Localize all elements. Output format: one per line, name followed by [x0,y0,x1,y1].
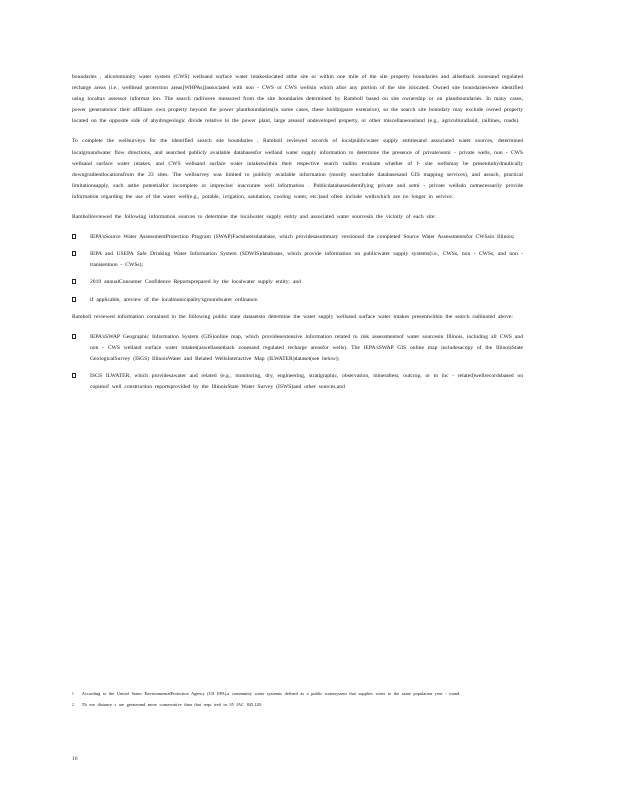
list-item-text: IEPA and USEPA Safe Drinking Water Information System (SDWIS)databases, which provide information on publicwater supply systems(i.e., CWSs, non - CWSs, and non - transientnon - CWSs); [90,251,523,269]
list-item-text: if applicable, areview of the localmunicipality'sgroundwater ordinance. [90,296,259,303]
list-item [72,277,523,288]
list-item-text: IEPA'sSWAP Geographic Information System (GIS)online map, which providesextensive information related to risk assessmentsof water sourcesin Illinois, including all CWS and non - CWS welland surface water intakes(aswellassetback zonesand regulated recharge areasfor wells). The IEPA'sSWAP GIS online map includesacopy of the IllinoisState GeologicalSurvey (ISGS) IllinoisWater and Related WellsInteractive Map (ILWATER)dataset(see below); [90,333,523,362]
footnotes [72,689,523,710]
bullet-icon [72,251,76,256]
list-item [72,232,523,243]
footnote [72,700,523,711]
footnote-mark: 2 [72,702,74,707]
paragraph-well-surveys: To complete the wellsurveys for the identified search site boundaries , Ramboll reviewed records of localpublicwater supply entitiesand associated water sources, determined localgroundwater flow directions, and searched publicly available databasesfor welland water supply information to determine the presence of private/semi - private wells, non - CWS wellsand surface water intakes, and CWS wellsand surface water intakeswithin their respective search radiito evaluate whether of f- site wellsmay be presentinhydraulically downgradientlocationsfrom the 23 sites. The wellsurvey was limited to publicly available information (mostly searchable databasesand GIS mapping services), and assuch, practical limitationsapply, such asthe potentialfor incomplete or imprecise/ inaccurate well information . Publicdatabasesidentifying private and semi - private wellsdo notnecessarily provide information regarding the use of the water well(e.g., potable, irrigation, sanitation, cooling water, etc.)and often include wellswhich are no longer in service. [72,138,523,200]
bullet-icon [72,234,76,239]
bullet-list-sources [72,232,523,305]
paragraph-boundaries: boundaries , allcommunity water system (CWS) wellsand surface water intakeslocated atthe site or within one mile of the site property boundaries and allsetback zonesand regulated recharge areas (i.e., wellhead protection areas[WHPAs])associated with non - CWS or CWS wellsin which allor any portion of the site islocated. Owned site boundarieswere identified using localtax assessor informat ion. The search radiiwere measured from the site boundaries determined by Ramboll based on site ownership or on plantboundaries. In many cases, power generatorsor their affiliates own property beyond the power plantboundaries(in some cases, these holdingsare extensive), so the search site boundary may exclude owned property located on the opposite side of ahydrogeologic divide relative to the power plant, large areasof undeveloped property, or other miscellaneousland (e.g., agriculturalland, raillines, roads). [72,74,523,125]
list-item-text: IEPA'sSource Water AssessmentProtection Program (SWAP)Factsheetsdatabase, which providesasummary versionsof the completed Source Water Assessmentsfor CWSsin Illinois; [90,234,515,241]
bullet-icon [72,334,76,339]
footnote-text: Th ese distance s are greaterand more conservative than that requ ired in 35 IAC 845.120. [81,701,262,707]
list-item-text: ISGS ILWATER, which providesawater and related (e.g., monitoring, dry, engineering, stratigraphic, observation, mineraltest, outcrop, or m inc - related)wellrecordsbased on copiesof well construction reportsprovided by the IllinoisState Water Survey (ISWS)and other sources,and [90,372,523,391]
main-content [72,72,523,399]
page-number: 16 [72,756,78,762]
bullet-icon [72,297,76,302]
footnote-text: According to the United States EnvironmentalProtection Agency (US EPA),a community water systemis defined as a public watersystem that supplies water to the same population year - round. [81,691,461,696]
list-item [72,371,523,393]
list-item [72,295,523,306]
footnote-mark: 1 [72,692,74,696]
paragraph-information-sources: Rambollreviewed the following information sources to determine the localwater supply entity and associated water sourcesin the vicinity of each site: [72,214,436,221]
bullet-list-datasets [72,332,523,393]
paragraph-state-datasets: Ramboll reviewed information contained in the following public state datasetsto determine the water supply wellsand surface water intakes presentwithin the search radiinoted above: [72,313,513,320]
bullet-icon [72,279,76,284]
list-item [72,332,523,365]
bullet-icon [72,373,76,378]
list-item-text: 2019 annualConsumer Confidence Reportsprepared by the localwater supply entity; and [90,279,301,286]
list-item [72,249,523,271]
footnote [72,689,523,700]
